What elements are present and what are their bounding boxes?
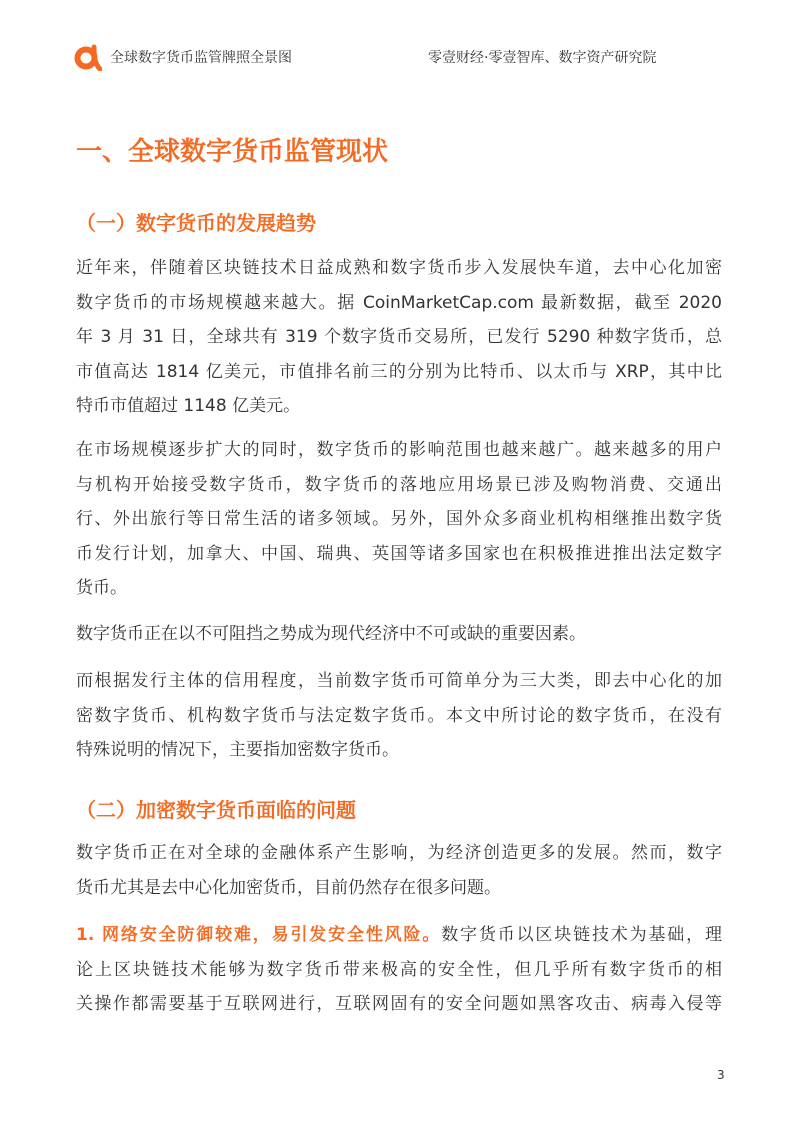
paragraph-security-risk [76,918,722,1022]
paragraph-influence [76,433,722,606]
text-line: 货币。 [76,578,127,598]
section-heading: 一、全球数字货币监管现状 [76,137,389,167]
text-line: 近年来，伴随着区块链技术日益成熟和数字货币步入发展快车道，去中心化加密 [76,258,722,278]
paragraph-market-scale [76,251,722,424]
text-line: 在市场规模逐步扩大的同时，数字货币的影响范围也越来越广。越来越多的用户 [76,440,722,460]
page-number: 3 [717,1068,725,1082]
document-title: 全球数字货币监管牌照全景图 [110,50,292,66]
paragraph-importance [76,617,722,652]
text-line: 市值高达 1814 亿美元，市值排名前三的分别为比特币、以太币与 XRP，其中比 [76,361,722,382]
paragraph-classification [76,664,722,768]
subsection-heading-trends: （一）数字货币的发展趋势 [76,211,316,235]
text-line: 论上区块链技术能够为数字货币带来极高的安全性，但几乎所有数字货币的相 [76,959,722,980]
text-line: 年 3 月 31 日，全球共有 319 个数字货币交易所，已发行 5290 种数字货币，总 [76,327,722,347]
subsection-heading-problems: （二）加密数字货币面临的问题 [76,798,356,822]
text-line: 与机构开始接受数字货币，数字货币的落地应用场景已涉及购物消费、交通出 [76,474,722,495]
text-line: 特殊说明的情况下，主要指加密数字货币。 [76,740,399,760]
text-line: 数字货币的市场规模越来越大。据 CoinMarketCap.com 最新数据，截至 2020 [76,292,722,313]
highlight-point-title: 1. 网络安全防御较难，易引发安全性风险。 [76,925,442,945]
text-line: 特币市值超过 1148 亿美元。 [76,396,301,416]
text-fragment: 数字货币以区块链技术为基础，理 [441,925,722,945]
paragraph-problems-intro [76,836,722,905]
text-line: 关操作都需要基于互联网进行，互联网固有的安全问题如黑客攻击、病毒入侵等 [76,994,722,1014]
brand-logo-icon [74,41,102,71]
text-line: 密数字货币、机构数字货币与法定数字货币。本文中所讨论的数字货币，在没有 [76,705,722,726]
page-header [0,0,793,80]
text-line [76,918,722,953]
text-line: 行、外出旅行等日常生活的诸多领域。另外，国外众多商业机构相继推出数字货 [76,509,722,529]
text-line: 而根据发行主体的信用程度，当前数字货币可简单分为三大类，即去中心化的加 [76,671,722,691]
text-line: 数字货币正在对全球的金融体系产生影响，为经济创造更多的发展。然而，数字 [76,843,722,863]
text-line: 货币尤其是去中心化加密货币，目前仍然存在很多问题。 [76,877,501,898]
text-line: 币发行计划，加拿大、中国、瑞典、英国等诸多国家也在积极推进推出法定数字 [76,543,722,564]
text-line: 数字货币正在以不可阻挡之势成为现代经济中不可或缺的重要因素。 [76,624,586,644]
publisher-name: 零壹财经·零壹智库、数字资产研究院 [428,50,657,66]
